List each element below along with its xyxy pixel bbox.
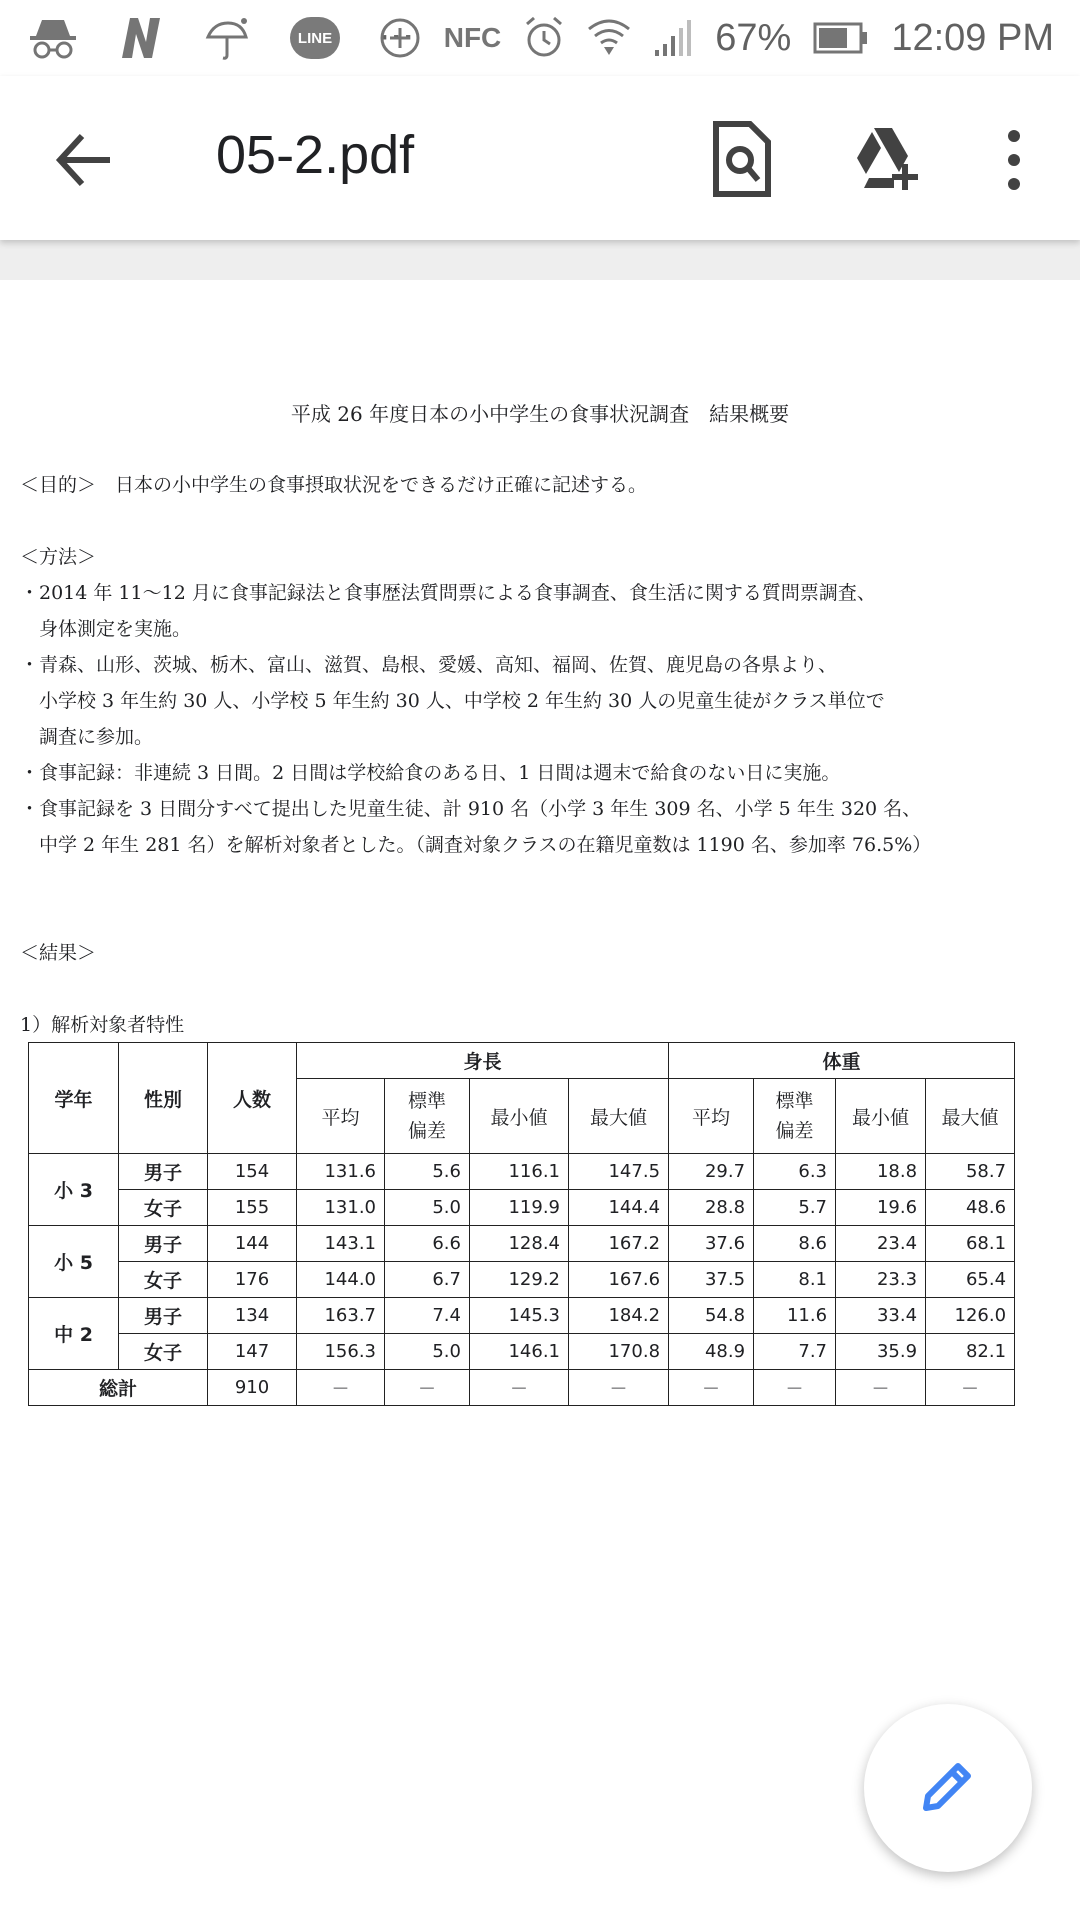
header-height-mean: 平均 bbox=[297, 1079, 385, 1154]
dash-cell: － bbox=[569, 1370, 669, 1406]
more-notifications-icon: ··· bbox=[380, 21, 416, 54]
value-cell: 126.0 bbox=[926, 1298, 1015, 1334]
value-cell: 6.7 bbox=[385, 1262, 470, 1298]
header-grade: 学年 bbox=[29, 1043, 119, 1154]
section-heading: 1）解析対象者特性 bbox=[20, 1014, 185, 1036]
edit-pencil-icon bbox=[918, 1756, 978, 1820]
value-cell: 23.4 bbox=[836, 1226, 926, 1262]
purpose-text: ＜目的＞ 日本の小中学生の食事摂取状況をできるだけ正確に記述する。 bbox=[20, 474, 648, 496]
value-cell: 147.5 bbox=[569, 1154, 669, 1190]
value-cell: 131.6 bbox=[297, 1154, 385, 1190]
count-cell: 176 bbox=[208, 1262, 297, 1298]
total-row bbox=[29, 1370, 1015, 1406]
grade-cell: 小 3 bbox=[29, 1154, 119, 1226]
value-cell: 37.5 bbox=[669, 1262, 754, 1298]
dash-cell: － bbox=[836, 1370, 926, 1406]
line-app-icon: LINE bbox=[290, 17, 340, 59]
method-line: ・2014 年 11～12 月に食事記録法と食事歴法質問票による食事調査、食生活に関する質問票調査、 bbox=[20, 582, 876, 604]
method-line: ・食事記録：非連続 3 日間。2 日間は学校給食のある日、1 日間は週末で給食のない日に実施。 bbox=[20, 762, 841, 784]
value-cell: 128.4 bbox=[470, 1226, 569, 1262]
header-count: 人数 bbox=[208, 1043, 297, 1154]
value-cell: 28.8 bbox=[669, 1190, 754, 1226]
value-cell: 68.1 bbox=[926, 1226, 1015, 1262]
value-cell: 6.6 bbox=[385, 1226, 470, 1262]
value-cell: 146.1 bbox=[470, 1334, 569, 1370]
grade-cell: 小 5 bbox=[29, 1226, 119, 1298]
count-cell: 144 bbox=[208, 1226, 297, 1262]
value-cell: 144.0 bbox=[297, 1262, 385, 1298]
drive-add-icon[interactable] bbox=[852, 126, 924, 192]
table-row bbox=[29, 1262, 1015, 1298]
value-cell: 82.1 bbox=[926, 1334, 1015, 1370]
value-cell: 170.8 bbox=[569, 1334, 669, 1370]
value-cell: 7.4 bbox=[385, 1298, 470, 1334]
battery-icon bbox=[813, 22, 869, 54]
value-cell: 156.3 bbox=[297, 1334, 385, 1370]
results-heading: ＜結果＞ bbox=[20, 942, 97, 964]
data-saver-icon bbox=[378, 16, 422, 60]
count-cell: 147 bbox=[208, 1334, 297, 1370]
header-sex: 性別 bbox=[119, 1043, 208, 1154]
status-bar bbox=[0, 0, 1080, 76]
value-cell: 48.6 bbox=[926, 1190, 1015, 1226]
header-height-min: 最小値 bbox=[470, 1079, 569, 1154]
header-height-sd: 標準 偏差 bbox=[385, 1079, 470, 1154]
back-arrow-icon[interactable] bbox=[50, 126, 118, 194]
table-row bbox=[29, 1190, 1015, 1226]
value-cell: 11.6 bbox=[754, 1298, 836, 1334]
n-app-icon bbox=[118, 16, 164, 60]
header-height: 身長 bbox=[297, 1043, 669, 1079]
table-row bbox=[29, 1334, 1015, 1370]
table-header-row bbox=[29, 1043, 1015, 1079]
value-cell: 7.7 bbox=[754, 1334, 836, 1370]
value-cell: 5.0 bbox=[385, 1334, 470, 1370]
header-weight-sd: 標準 偏差 bbox=[754, 1079, 836, 1154]
status-bar-right bbox=[378, 10, 1054, 66]
more-vert-icon[interactable] bbox=[998, 126, 1030, 194]
value-cell: 167.6 bbox=[569, 1262, 669, 1298]
total-label: 総計 bbox=[29, 1370, 208, 1406]
value-cell: 19.6 bbox=[836, 1190, 926, 1226]
value-cell: 8.1 bbox=[754, 1262, 836, 1298]
value-cell: 65.4 bbox=[926, 1262, 1015, 1298]
sex-cell: 男子 bbox=[119, 1154, 208, 1190]
value-cell: 48.9 bbox=[669, 1334, 754, 1370]
document-search-icon[interactable] bbox=[712, 120, 772, 198]
sex-cell: 男子 bbox=[119, 1298, 208, 1334]
value-cell: 184.2 bbox=[569, 1298, 669, 1334]
method-line: 身体測定を実施。 bbox=[20, 618, 192, 640]
method-line: 調査に参加。 bbox=[20, 726, 154, 748]
method-line: 小学校 3 年生約 30 人、小学校 5 年生約 30 人、中学校 2 年生約 30 人の児童生徒がクラス単位で bbox=[20, 690, 885, 712]
table-row bbox=[29, 1154, 1015, 1190]
sex-cell: 女子 bbox=[119, 1262, 208, 1298]
value-cell: 131.0 bbox=[297, 1190, 385, 1226]
header-weight-max: 最大値 bbox=[926, 1079, 1015, 1154]
alarm-icon bbox=[523, 16, 565, 60]
value-cell: 163.7 bbox=[297, 1298, 385, 1334]
value-cell: 143.1 bbox=[297, 1226, 385, 1262]
edit-fab-button[interactable] bbox=[864, 1704, 1032, 1872]
header-weight-min: 最小値 bbox=[836, 1079, 926, 1154]
value-cell: 6.3 bbox=[754, 1154, 836, 1190]
method-line: ・青森、山形、茨城、栃木、富山、滋賀、島根、愛媛、高知、福岡、佐賀、鹿児島の各県より、 bbox=[20, 654, 838, 676]
pdf-page bbox=[0, 280, 1080, 1920]
value-cell: 18.8 bbox=[836, 1154, 926, 1190]
value-cell: 5.7 bbox=[754, 1190, 836, 1226]
value-cell: 116.1 bbox=[470, 1154, 569, 1190]
header-weight-mean: 平均 bbox=[669, 1079, 754, 1154]
method-line: 中学 2 年生 281 名）を解析対象者とした。（調査対象クラスの在籍児童数は 1190 名、参加率 76.5%） bbox=[20, 834, 932, 856]
dash-cell: － bbox=[926, 1370, 1015, 1406]
total-count: 910 bbox=[208, 1370, 297, 1406]
sex-cell: 女子 bbox=[119, 1334, 208, 1370]
value-cell: 5.6 bbox=[385, 1154, 470, 1190]
table-row bbox=[29, 1298, 1015, 1334]
value-cell: 8.6 bbox=[754, 1226, 836, 1262]
value-cell: 119.9 bbox=[470, 1190, 569, 1226]
count-cell: 154 bbox=[208, 1154, 297, 1190]
value-cell: 5.0 bbox=[385, 1190, 470, 1226]
umbrella-icon bbox=[204, 15, 250, 61]
page-title: 平成 26 年度日本の小中学生の食事状況調査 結果概要 bbox=[290, 402, 790, 426]
nfc-icon: NFC bbox=[443, 22, 502, 53]
sex-cell: 女子 bbox=[119, 1190, 208, 1226]
value-cell: 29.7 bbox=[669, 1154, 754, 1190]
clock: 12:09 PM bbox=[891, 16, 1054, 59]
document-title: 05-2.pdf bbox=[216, 125, 415, 185]
subject-characteristics-table bbox=[28, 1042, 1015, 1406]
dash-cell: － bbox=[470, 1370, 569, 1406]
value-cell: 23.3 bbox=[836, 1262, 926, 1298]
sex-cell: 男子 bbox=[119, 1226, 208, 1262]
value-cell: 129.2 bbox=[470, 1262, 569, 1298]
grade-cell: 中 2 bbox=[29, 1298, 119, 1370]
dash-cell: － bbox=[297, 1370, 385, 1406]
value-cell: 33.4 bbox=[836, 1298, 926, 1334]
header-weight: 体重 bbox=[669, 1043, 1015, 1079]
count-cell: 155 bbox=[208, 1190, 297, 1226]
dash-cell: － bbox=[669, 1370, 754, 1406]
app-bar bbox=[0, 76, 1080, 240]
dash-cell: － bbox=[385, 1370, 470, 1406]
value-cell: 167.2 bbox=[569, 1226, 669, 1262]
value-cell: 54.8 bbox=[669, 1298, 754, 1334]
value-cell: 35.9 bbox=[836, 1334, 926, 1370]
dash-cell: － bbox=[754, 1370, 836, 1406]
value-cell: 145.3 bbox=[470, 1298, 569, 1334]
wifi-icon bbox=[587, 17, 631, 59]
battery-percent: 67% bbox=[715, 16, 792, 59]
status-bar-left bbox=[28, 10, 416, 66]
incognito-icon bbox=[28, 16, 78, 60]
value-cell: 58.7 bbox=[926, 1154, 1015, 1190]
value-cell: 144.4 bbox=[569, 1190, 669, 1226]
count-cell: 134 bbox=[208, 1298, 297, 1334]
header-height-max: 最大値 bbox=[569, 1079, 669, 1154]
value-cell: 37.6 bbox=[669, 1226, 754, 1262]
page-gap bbox=[0, 240, 1080, 280]
signal-icon bbox=[653, 18, 693, 58]
method-heading: ＜方法＞ bbox=[20, 546, 97, 568]
table-row bbox=[29, 1226, 1015, 1262]
method-line: ・食事記録を 3 日間分すべて提出した児童生徒、計 910 名（小学 3 年生 309 名、小学 5 年生 320 名、 bbox=[20, 798, 922, 820]
